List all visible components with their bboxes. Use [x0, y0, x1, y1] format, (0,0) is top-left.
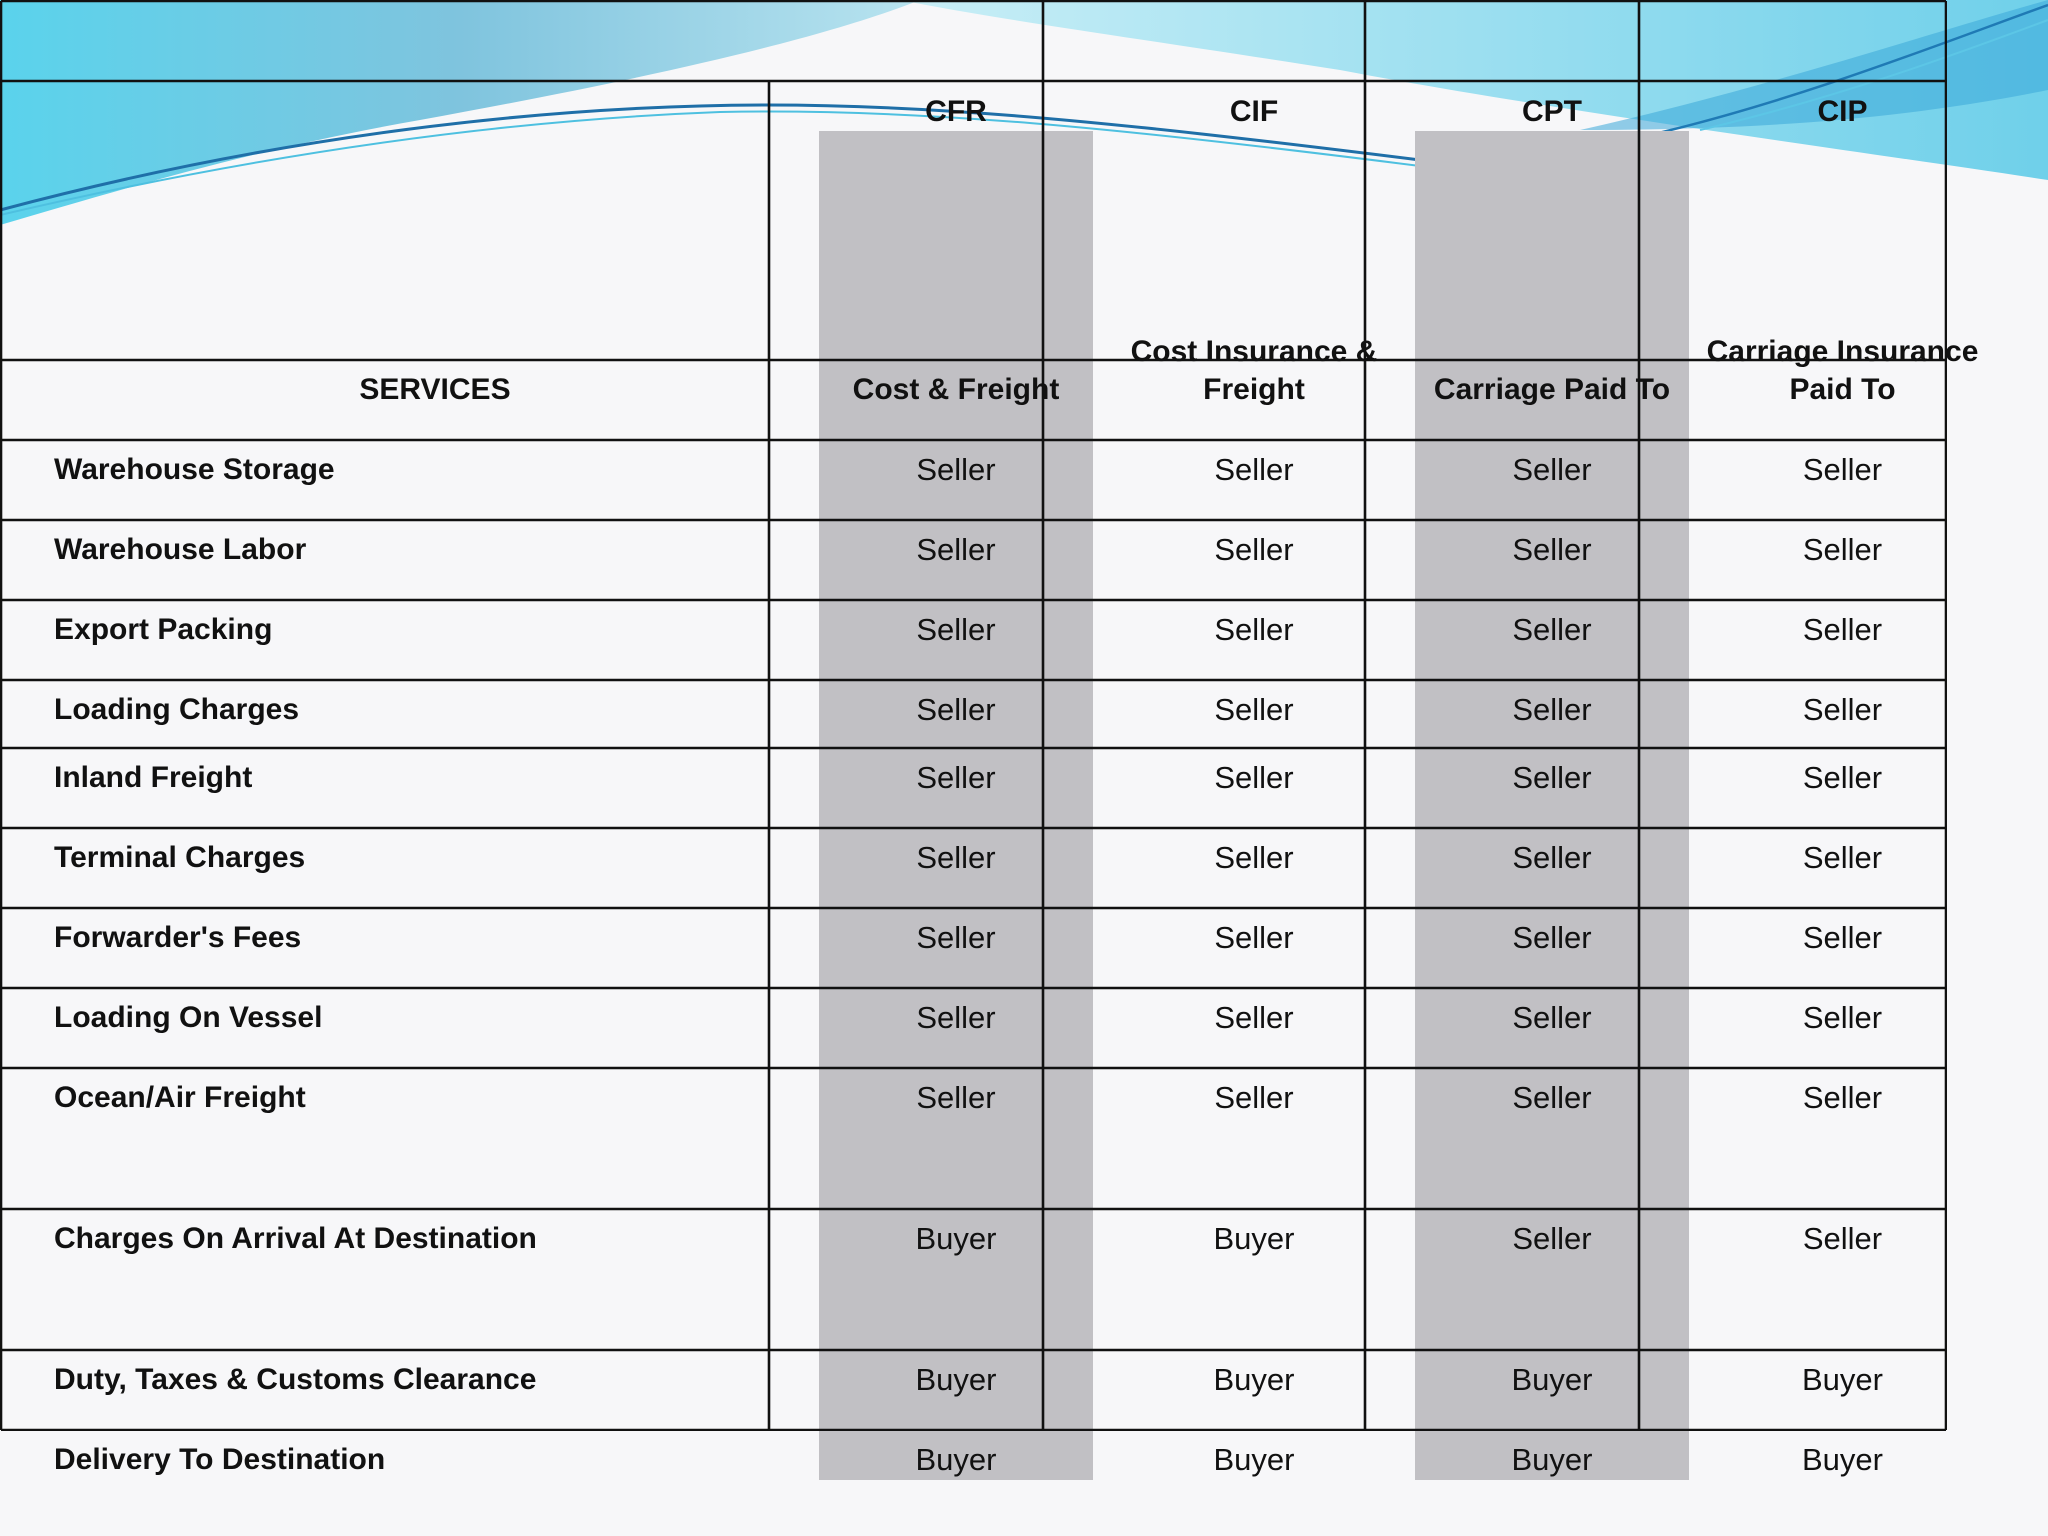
responsibility-cip [1689, 730, 1996, 798]
service-name [51, 1118, 819, 1259]
responsibility-cpt [1415, 570, 1689, 650]
responsibility-cip-text: Seller [1802, 840, 1883, 875]
service-name [51, 1038, 819, 1118]
service-name-text: Export Packing [54, 613, 273, 646]
responsibility-cip-text: Seller [1802, 452, 1883, 487]
responsibility-cip-text: Buyer [1802, 1362, 1883, 1397]
service-name-text: Duty, Taxes & Customs Clearance [54, 1363, 537, 1396]
responsibility-cpt-text: Seller [1512, 612, 1592, 647]
responsibility-cif-text: Seller [1214, 840, 1294, 875]
service-name-text: Warehouse Labor [54, 533, 307, 566]
responsibility-cpt-text: Seller [1512, 1080, 1592, 1115]
responsibility-cip [1689, 570, 1996, 650]
service-name [51, 1259, 819, 1400]
responsibility-cfr [819, 1038, 1093, 1118]
term-code-cpt [1415, 51, 1689, 131]
responsibility-cfr-text: Seller [916, 1080, 996, 1115]
term-name-cpt [1415, 131, 1689, 410]
responsibility-cif [1093, 958, 1415, 1038]
term-code-cpt-text: CPT [1522, 95, 1582, 128]
responsibility-cpt-text: Seller [1512, 840, 1592, 875]
responsibility-cif [1093, 410, 1415, 490]
responsibility-cfr [819, 1400, 1093, 1480]
responsibility-cfr-text: Seller [916, 612, 996, 647]
responsibility-cpt [1415, 1400, 1689, 1480]
responsibility-cpt-text: Seller [1512, 920, 1592, 955]
responsibility-cfr-text: Seller [916, 920, 996, 955]
responsibility-cpt [1415, 1118, 1689, 1259]
responsibility-cfr [819, 798, 1093, 878]
responsibility-cfr-text: Buyer [915, 1221, 997, 1256]
term-name-cpt-text: Carriage Paid To [1433, 373, 1671, 406]
responsibility-cpt [1415, 1038, 1689, 1118]
responsibility-cip [1689, 1259, 1996, 1400]
term-name-cip-text: Carriage Insurance Paid To [1706, 335, 1979, 406]
responsibility-cfr [819, 730, 1093, 798]
service-name-text: Warehouse Storage [54, 453, 335, 486]
responsibility-cif [1093, 570, 1415, 650]
responsibility-cip-text: Seller [1802, 612, 1883, 647]
services-header [51, 131, 819, 410]
responsibility-cfr-text: Buyer [915, 1362, 997, 1397]
responsibility-cfr-text: Seller [916, 532, 996, 567]
responsibility-cif-text: Seller [1214, 692, 1294, 727]
responsibility-cif [1093, 650, 1415, 730]
responsibility-cif-text: Buyer [1213, 1362, 1295, 1397]
responsibility-cip [1689, 490, 1996, 570]
term-name-cif-text: Cost Insurance & Freight [1130, 335, 1378, 406]
responsibility-cip-text: Buyer [1802, 1442, 1883, 1477]
responsibility-cfr-text: Seller [916, 1000, 996, 1035]
term-code-cif-text: CIF [1229, 95, 1279, 128]
responsibility-cif-text: Buyer [1213, 1442, 1295, 1477]
responsibility-cif [1093, 798, 1415, 878]
service-name-text: Inland Freight [54, 761, 253, 794]
responsibility-cpt [1415, 798, 1689, 878]
responsibility-cfr-text: Buyer [915, 1442, 997, 1477]
responsibility-cfr-text: Seller [916, 840, 996, 875]
responsibility-cif [1093, 878, 1415, 958]
responsibility-cif [1093, 1400, 1415, 1480]
responsibility-cif-text: Seller [1214, 612, 1294, 647]
responsibility-cfr [819, 570, 1093, 650]
responsibility-cip-text: Seller [1802, 1000, 1883, 1035]
term-code-cfr-text: CFR [925, 95, 987, 128]
service-name-text: Charges On Arrival At Destination [54, 1222, 537, 1255]
service-name [51, 1400, 819, 1480]
service-name-text: Loading Charges [54, 693, 300, 726]
responsibility-cip [1689, 1038, 1996, 1118]
responsibility-cfr [819, 1259, 1093, 1400]
responsibility-cpt [1415, 730, 1689, 798]
service-name [51, 570, 819, 650]
responsibility-cif-text: Seller [1214, 760, 1294, 795]
service-name [51, 410, 819, 490]
responsibility-cfr [819, 410, 1093, 490]
responsibility-cfr [819, 490, 1093, 570]
responsibility-cfr-text: Seller [916, 760, 996, 795]
term-code-cif [1093, 51, 1415, 131]
responsibility-cpt [1415, 958, 1689, 1038]
service-name-text: Ocean/Air Freight [54, 1081, 306, 1114]
responsibility-cif [1093, 1259, 1415, 1400]
responsibility-cpt-text: Seller [1512, 692, 1592, 727]
responsibility-cip [1689, 958, 1996, 1038]
responsibility-cpt-text: Buyer [1511, 1442, 1593, 1477]
term-code-cfr [819, 51, 1093, 131]
term-name-cfr [819, 131, 1093, 410]
responsibility-cip-text: Seller [1802, 760, 1883, 795]
term-code-cip [1689, 51, 1996, 131]
responsibility-cpt-text: Seller [1512, 532, 1592, 567]
responsibility-cfr-text: Seller [916, 452, 996, 487]
responsibility-cif [1093, 490, 1415, 570]
responsibility-cpt [1415, 410, 1689, 490]
responsibility-cif-text: Seller [1214, 452, 1294, 487]
responsibility-cpt [1415, 1259, 1689, 1400]
responsibility-cip [1689, 1118, 1996, 1259]
service-name [51, 958, 819, 1038]
service-name [51, 490, 819, 570]
responsibility-cfr [819, 878, 1093, 958]
responsibility-cpt-text: Seller [1512, 1000, 1592, 1035]
responsibility-cip [1689, 878, 1996, 958]
services-header-text: SERVICES [359, 373, 511, 406]
responsibility-cip-text: Seller [1802, 532, 1883, 567]
responsibility-cpt-text: Seller [1512, 1221, 1592, 1256]
responsibility-cif [1093, 730, 1415, 798]
responsibility-cpt [1415, 490, 1689, 570]
service-name [51, 730, 819, 798]
responsibility-cif-text: Buyer [1213, 1221, 1295, 1256]
responsibility-cpt-text: Seller [1512, 760, 1592, 795]
responsibility-cip [1689, 410, 1996, 490]
service-name [51, 878, 819, 958]
responsibility-cif-text: Seller [1214, 1080, 1294, 1115]
term-code-cip-text: CIP [1817, 95, 1868, 128]
responsibility-cip-text: Seller [1802, 692, 1883, 727]
service-name [51, 798, 819, 878]
responsibility-cfr [819, 650, 1093, 730]
responsibility-cip [1689, 1400, 1996, 1480]
responsibility-cfr-text: Seller [916, 692, 996, 727]
service-name-text: Forwarder's Fees [54, 921, 302, 954]
service-name-text: Loading On Vessel [54, 1001, 323, 1034]
responsibility-cif-text: Seller [1214, 532, 1294, 567]
responsibility-cpt-text: Seller [1512, 452, 1592, 487]
responsibility-cip-text: Seller [1802, 920, 1883, 955]
responsibility-cip-text: Seller [1802, 1221, 1883, 1256]
term-name-cfr-text: Cost & Freight [852, 373, 1060, 406]
responsibility-cpt [1415, 878, 1689, 958]
responsibility-cif-text: Seller [1214, 920, 1294, 955]
responsibility-cif [1093, 1118, 1415, 1259]
responsibility-cip-text: Seller [1802, 1080, 1883, 1115]
service-name-text: Terminal Charges [54, 841, 306, 874]
term-name-cif [1093, 131, 1415, 410]
service-name-text: Delivery To Destination [54, 1443, 386, 1476]
responsibility-cpt-text: Buyer [1511, 1362, 1593, 1397]
service-name [51, 650, 819, 730]
responsibility-cpt [1415, 650, 1689, 730]
responsibility-cip [1689, 650, 1996, 730]
responsibility-cif [1093, 1038, 1415, 1118]
responsibility-cip [1689, 798, 1996, 878]
term-name-cip [1689, 131, 1996, 410]
responsibility-cfr [819, 1118, 1093, 1259]
responsibility-cfr [819, 958, 1093, 1038]
responsibility-cif-text: Seller [1214, 1000, 1294, 1035]
